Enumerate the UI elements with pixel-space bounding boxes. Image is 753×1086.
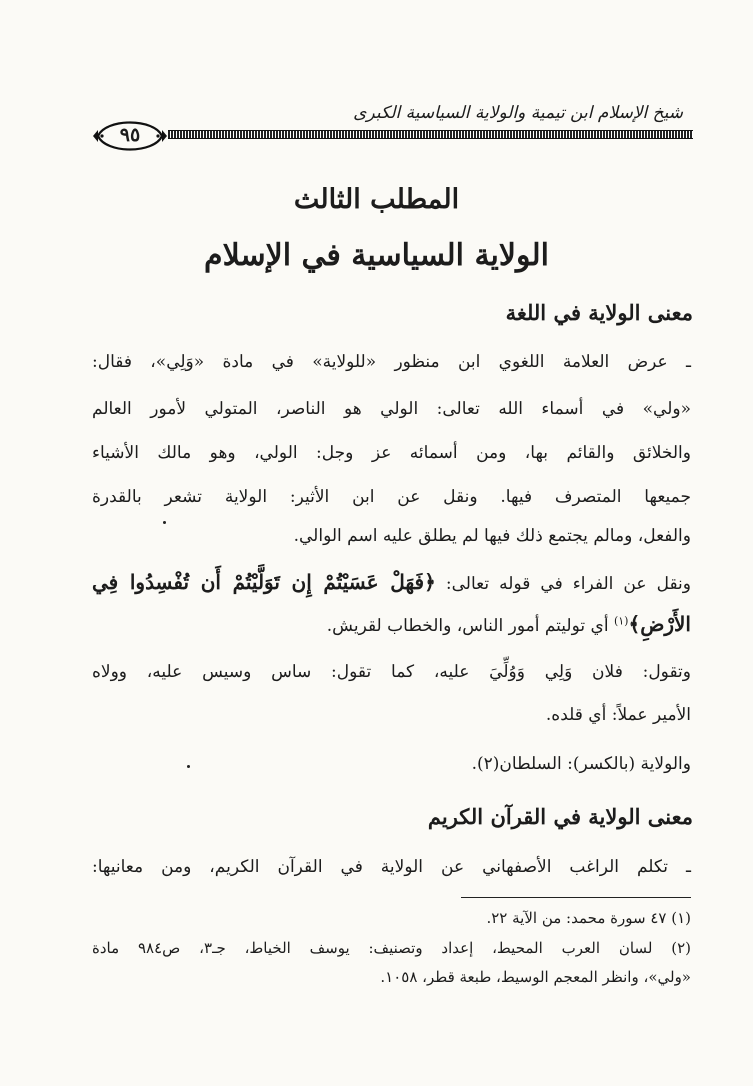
scan-speck (187, 765, 190, 768)
footnote: (٢) لسان العرب المحيط، إعداد وتصنيف: يوسف الخياط، جـ٣، ص٩٨٤ مادة (92, 939, 692, 957)
paragraph-line: ـ عرض العلامة اللغوي ابن منظور «للولاية» في مادة «وَلِي»، فقال: (92, 352, 691, 372)
para2-lead: ونقل عن الفراء في قوله تعالى: (445, 574, 691, 594)
paragraph-line: والولاية (بالكسر): السلطان(٢). (471, 754, 691, 774)
scan-speck (163, 521, 166, 524)
footnote: (١) ٤٧ سورة محمد: من الآية ٢٢. (486, 909, 691, 927)
paragraph-line: الأمير عملاً: أي قلده. (545, 705, 691, 725)
para2-rest: أي توليتم أمور الناس، والخطاب لقريش. (326, 616, 609, 636)
paragraph-line: والخلائق والقائم بها، ومن أسمائه عز وجل: الولي، وهو مالك الأشياء (92, 443, 691, 463)
quran-verse-end: الأَرْضِ﴾ (628, 612, 691, 636)
heading-quran-meaning: معنى الولاية في القرآن الكريم (427, 804, 693, 829)
footnote-marker: (١) (613, 614, 629, 628)
paragraph-line: ـ تكلم الراغب الأصفهاني عن الولاية في القرآن الكريم، ومن معانيها: (92, 857, 691, 877)
paragraph-line (92, 570, 691, 594)
paragraph-line: والفعل، ومالم يجتمع ذلك فيها لم يطلق عليه اسم الوالي. (293, 526, 691, 546)
header-rule (168, 130, 693, 139)
paragraph-line: «ولي» في أسماء الله تعالى: الولي هو الناصر، المتولي لأمور العالم (92, 399, 691, 419)
quran-verse: ﴿فَهَلْ عَسَيْتُمْ إِن تَوَلَّيْتُمْ أَن تُفْسِدُوا فِي (92, 570, 436, 594)
heading-language-meaning: معنى الولاية في اللغة (505, 300, 693, 325)
subject-title: الولاية السياسية في الإسلام (204, 238, 549, 273)
page-number: ٩٥ (119, 124, 141, 146)
running-title: شيخ الإسلام ابن تيمية والولاية السياسية الكبرى (353, 103, 683, 123)
paragraph-line (92, 612, 691, 636)
paragraph-line: جميعها المتصرف فيها. ونقل عن ابن الأثير: الولاية تشعر بالقدرة (92, 487, 691, 507)
footnote-divider (461, 897, 691, 898)
section-title: المطلب الثالث (293, 184, 460, 215)
footnote: «ولي»، وانظر المعجم الوسيط، طبعة قطر، ١٠٥٨. (380, 968, 691, 986)
paragraph-line: وتقول: فلان وَلِي وَوُلِّيَ عليه، كما تقول: ساس وسيس عليه، وولاه (92, 662, 691, 682)
